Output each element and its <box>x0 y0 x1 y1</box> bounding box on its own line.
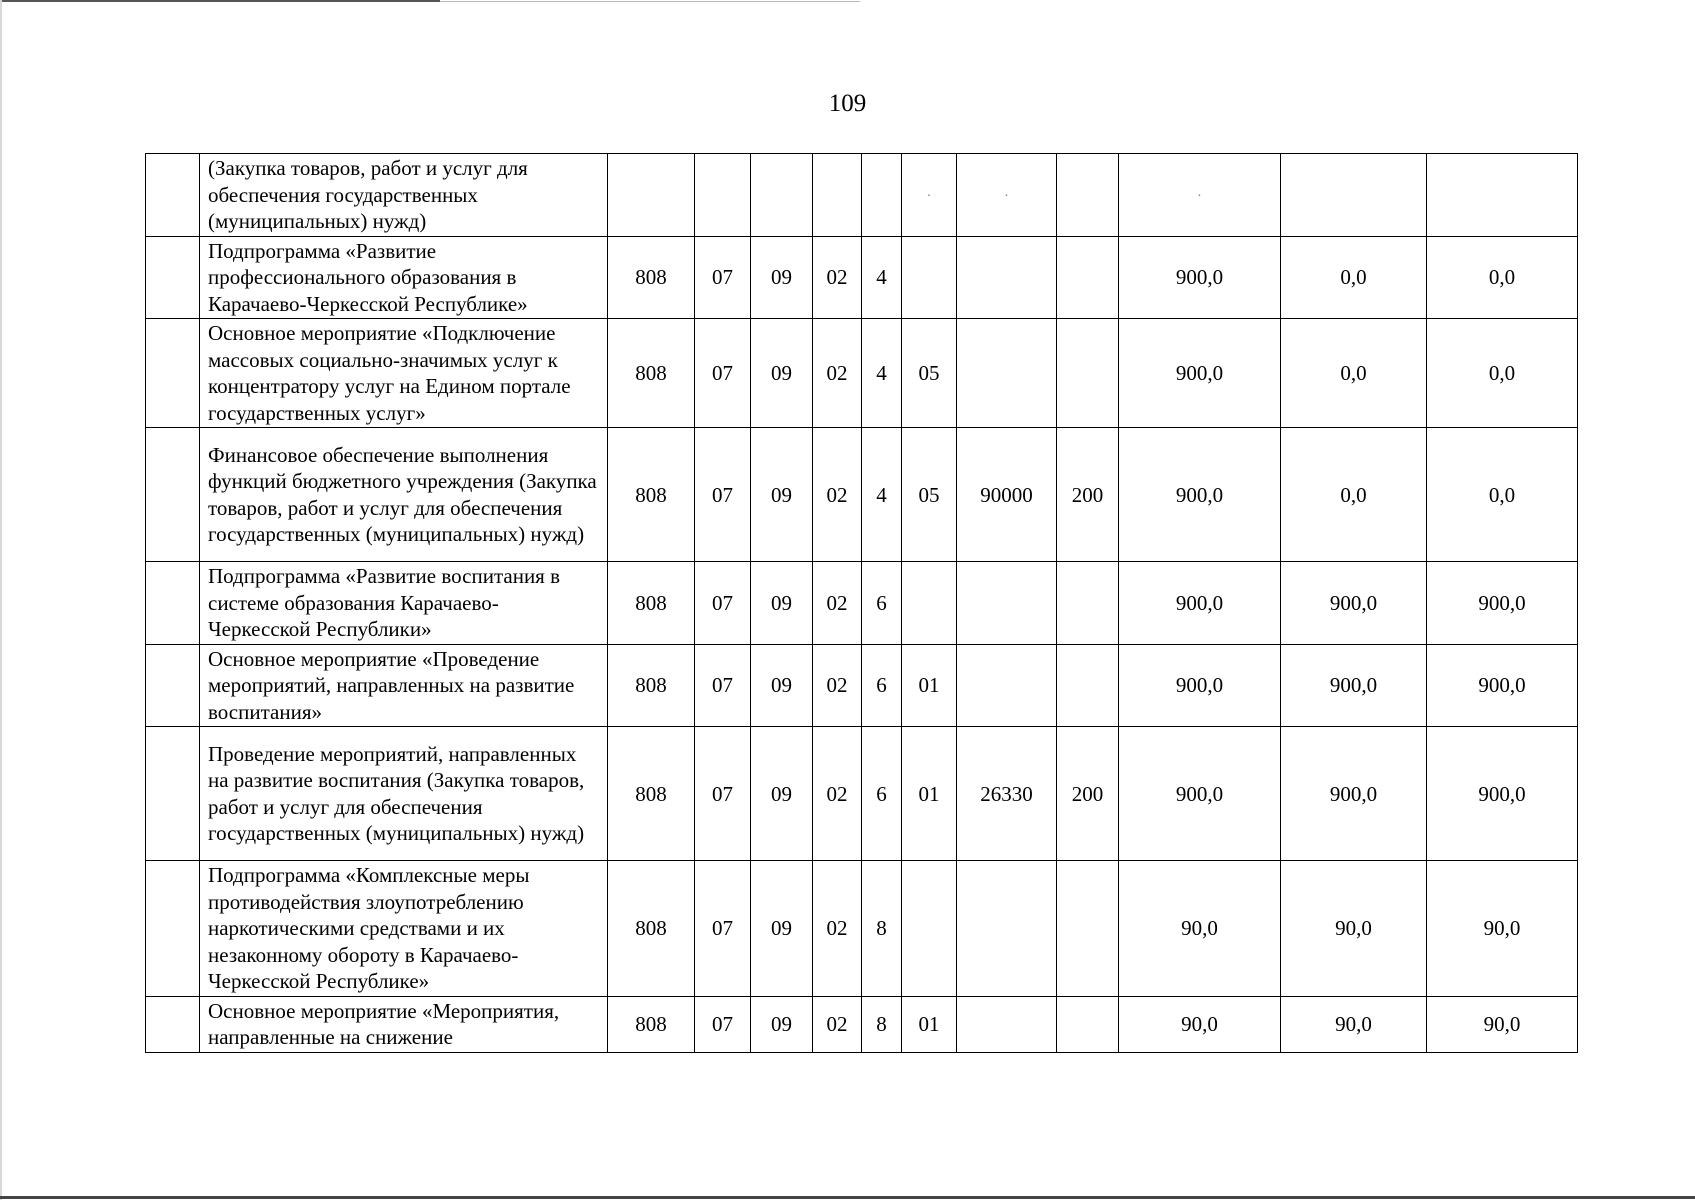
direction-code <box>957 996 1057 1052</box>
expense-type-code <box>1057 236 1119 319</box>
scan-edge-left <box>0 0 2 1200</box>
amount-year-3: 900,0 <box>1427 727 1578 861</box>
row-number-cell <box>146 562 200 645</box>
event-code: 05 <box>902 319 957 428</box>
event-code: 01 <box>902 996 957 1052</box>
amount-year-2 <box>1281 154 1427 237</box>
row-number-cell <box>146 996 200 1052</box>
section-code: 07 <box>695 562 751 645</box>
table-row <box>146 727 1578 861</box>
scan-speck: · <box>1004 188 1009 204</box>
amount-year-3: 0,0 <box>1427 236 1578 319</box>
row-number-cell <box>146 644 200 727</box>
subsection-code: 09 <box>751 861 813 997</box>
amount-year-2: 900,0 <box>1281 644 1427 727</box>
direction-code: 26330 <box>957 727 1057 861</box>
amount-year-1: 900,0 <box>1119 562 1281 645</box>
row-name: Финансовое обеспечение выполнения функций бюджетного учреждения (Закупка товаров, работ и услуг для обеспечения государственных (муниципальных) нужд) <box>200 428 608 562</box>
subsection-code: 09 <box>751 428 813 562</box>
amount-year-2: 0,0 <box>1281 236 1427 319</box>
amount-year-3: 0,0 <box>1427 319 1578 428</box>
amount-year-2: 90,0 <box>1281 996 1427 1052</box>
subprogram-code <box>862 154 902 237</box>
table-row <box>146 562 1578 645</box>
subsection-code: 09 <box>751 996 813 1052</box>
subprogram-code: 8 <box>862 861 902 997</box>
amount-year-3: 90,0 <box>1427 996 1578 1052</box>
scan-edge-bottom <box>0 1196 1695 1199</box>
ministry-code: 808 <box>608 428 695 562</box>
event-code: 01 <box>902 727 957 861</box>
subsection-code: 09 <box>751 236 813 319</box>
ministry-code: 808 <box>608 319 695 428</box>
expense-type-code <box>1057 996 1119 1052</box>
amount-year-3: 900,0 <box>1427 644 1578 727</box>
event-code <box>902 236 957 319</box>
page-number: 109 <box>828 90 867 117</box>
direction-code <box>957 236 1057 319</box>
row-name: Подпрограмма «Развитие профессионального образования в Карачаево-Черкесской Республике» <box>200 236 608 319</box>
amount-year-1: 900,0 <box>1119 644 1281 727</box>
subsection-code: 09 <box>751 319 813 428</box>
direction-code <box>957 154 1057 237</box>
expense-type-code: 200 <box>1057 727 1119 861</box>
ministry-code: 808 <box>608 644 695 727</box>
row-number-cell <box>146 861 200 997</box>
subprogram-code: 6 <box>862 562 902 645</box>
expense-type-code: 200 <box>1057 428 1119 562</box>
row-number-cell <box>146 727 200 861</box>
direction-code <box>957 562 1057 645</box>
expense-type-code <box>1057 644 1119 727</box>
amount-year-2: 900,0 <box>1281 562 1427 645</box>
ministry-code: 808 <box>608 727 695 861</box>
amount-year-2: 0,0 <box>1281 319 1427 428</box>
table-row <box>146 428 1578 562</box>
section-code: 07 <box>695 428 751 562</box>
subsection-code: 09 <box>751 562 813 645</box>
program-code: 02 <box>813 996 862 1052</box>
program-code: 02 <box>813 644 862 727</box>
table-row <box>146 996 1578 1052</box>
row-name: Основное мероприятие «Мероприятия, направленные на снижение <box>200 996 608 1052</box>
amount-year-1: 900,0 <box>1119 727 1281 861</box>
subprogram-code: 4 <box>862 428 902 562</box>
direction-code <box>957 319 1057 428</box>
event-code: 01 <box>902 644 957 727</box>
amount-year-1: 900,0 <box>1119 319 1281 428</box>
scan-edge-top <box>0 0 440 2</box>
event-code: 05 <box>902 428 957 562</box>
program-code: 02 <box>813 319 862 428</box>
subsection-code: 09 <box>751 727 813 861</box>
program-code: 02 <box>813 236 862 319</box>
event-code <box>902 562 957 645</box>
table-row <box>146 861 1578 997</box>
expense-type-code <box>1057 319 1119 428</box>
subprogram-code: 6 <box>862 644 902 727</box>
table-row <box>146 154 1578 237</box>
section-code: 07 <box>695 861 751 997</box>
subprogram-code: 4 <box>862 319 902 428</box>
section-code: 07 <box>695 996 751 1052</box>
table-row <box>146 236 1578 319</box>
amount-year-1 <box>1119 154 1281 237</box>
table-row <box>146 319 1578 428</box>
program-code: 02 <box>813 562 862 645</box>
scan-speck: · <box>1197 188 1202 204</box>
expense-type-code <box>1057 861 1119 997</box>
row-number-cell <box>146 154 200 237</box>
amount-year-1: 900,0 <box>1119 428 1281 562</box>
scan-speck: · <box>926 188 932 204</box>
program-code: 02 <box>813 428 862 562</box>
row-name: (Закупка товаров, работ и услуг для обеспечения государственных (муниципальных) нужд) <box>200 154 608 237</box>
amount-year-3: 0,0 <box>1427 428 1578 562</box>
amount-year-2: 900,0 <box>1281 727 1427 861</box>
amount-year-2: 0,0 <box>1281 428 1427 562</box>
scan-edge-top-faint <box>440 1 860 2</box>
row-name: Подпрограмма «Комплексные меры противодействия злоупотреблению наркотическими средствами и их незаконному обороту в Карачаево-Черкесской Республике» <box>200 861 608 997</box>
subsection-code <box>751 154 813 237</box>
expense-type-code <box>1057 562 1119 645</box>
section-code <box>695 154 751 237</box>
row-name: Проведение мероприятий, направленных на развитие воспитания (Закупка товаров, работ и услуг для обеспечения государственных (муниципальных) нужд) <box>200 727 608 861</box>
program-code <box>813 154 862 237</box>
ministry-code <box>608 154 695 237</box>
subprogram-code: 4 <box>862 236 902 319</box>
amount-year-1: 90,0 <box>1119 861 1281 997</box>
direction-code: 90000 <box>957 428 1057 562</box>
direction-code <box>957 861 1057 997</box>
amount-year-3: 90,0 <box>1427 861 1578 997</box>
subprogram-code: 6 <box>862 727 902 861</box>
subprogram-code: 8 <box>862 996 902 1052</box>
amount-year-2: 90,0 <box>1281 861 1427 997</box>
amount-year-1: 90,0 <box>1119 996 1281 1052</box>
ministry-code: 808 <box>608 236 695 319</box>
row-name: Основное мероприятие «Подключение массовых социально-значимых услуг к концентратору услуг на Едином портале государственных услуг» <box>200 319 608 428</box>
section-code: 07 <box>695 319 751 428</box>
amount-year-1: 900,0 <box>1119 236 1281 319</box>
row-number-cell <box>146 428 200 562</box>
direction-code <box>957 644 1057 727</box>
amount-year-3 <box>1427 154 1578 237</box>
section-code: 07 <box>695 644 751 727</box>
ministry-code: 808 <box>608 861 695 997</box>
subsection-code: 09 <box>751 644 813 727</box>
program-code: 02 <box>813 727 862 861</box>
ministry-code: 808 <box>608 562 695 645</box>
section-code: 07 <box>695 236 751 319</box>
row-number-cell <box>146 319 200 428</box>
row-number-cell <box>146 236 200 319</box>
amount-year-3: 900,0 <box>1427 562 1578 645</box>
program-code: 02 <box>813 861 862 997</box>
ministry-code: 808 <box>608 996 695 1052</box>
section-code: 07 <box>695 727 751 861</box>
expense-type-code <box>1057 154 1119 237</box>
row-name: Подпрограмма «Развитие воспитания в системе образования Карачаево-Черкесской Республики» <box>200 562 608 645</box>
event-code <box>902 154 957 237</box>
event-code <box>902 861 957 997</box>
row-name: Основное мероприятие «Проведение мероприятий, направленных на развитие воспитания» <box>200 644 608 727</box>
table-row <box>146 644 1578 727</box>
budget-table <box>145 153 1578 1053</box>
